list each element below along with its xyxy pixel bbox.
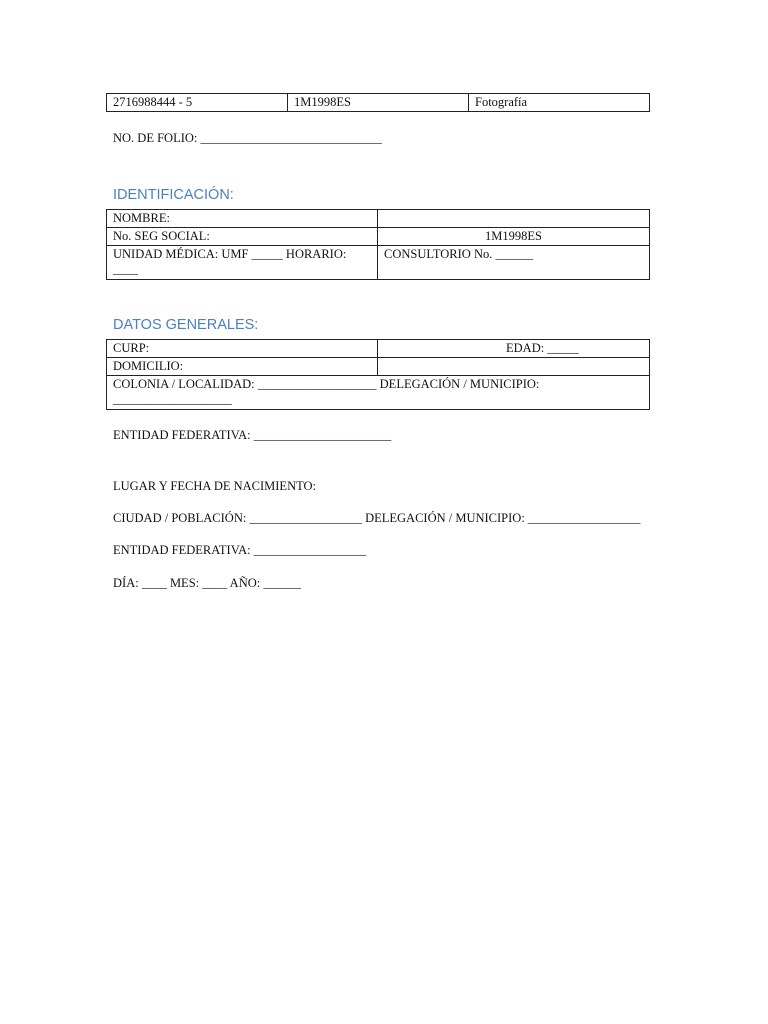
code-cell: 1M1998ES xyxy=(288,94,469,112)
table-row xyxy=(107,246,650,280)
nombre-label: NOMBRE: xyxy=(107,210,378,228)
edad-label xyxy=(378,340,650,358)
identificacion-heading: IDENTIFICACIÓN: xyxy=(113,187,234,203)
entidad-federativa-line: ENTIDAD FEDERATIVA: ______________________ xyxy=(113,428,392,442)
fecha-line: DÍA: ____ MES: ____ AÑO: ______ xyxy=(113,576,301,590)
table-row xyxy=(107,358,650,376)
table-row xyxy=(107,376,650,410)
edad-text: EDAD: _____ xyxy=(506,341,579,355)
ciudad-line: CIUDAD / POBLACIÓN: __________________ DELEGACIÓN / MUNICIPIO: __________________ xyxy=(113,511,641,525)
table-row xyxy=(107,340,650,358)
curp-label: CURP: xyxy=(107,340,378,358)
table-row xyxy=(107,228,650,246)
domicilio-value xyxy=(378,358,650,376)
seg-social-label: No. SEG SOCIAL: xyxy=(107,228,378,246)
colonia-label: COLONIA / LOCALIDAD: ___________________ DELEGACIÓN / MUNICIPIO: xyxy=(113,377,540,391)
table-row xyxy=(107,210,650,228)
consultorio-label: CONSULTORIO No. ______ xyxy=(378,246,650,280)
unidad-medica-cont: ____ xyxy=(113,262,138,276)
datos-generales-table xyxy=(106,339,650,410)
datos-generales-heading: DATOS GENERALES: xyxy=(113,317,259,333)
header-table xyxy=(106,93,650,112)
folio-line: NO. DE FOLIO: _____________________________ xyxy=(113,131,382,145)
nombre-value xyxy=(378,210,650,228)
unidad-medica-cell xyxy=(107,246,378,280)
colonia-cell xyxy=(107,376,650,410)
identificacion-table xyxy=(106,209,650,280)
affiliation-number: 2716988444 - 5 xyxy=(107,94,288,112)
seg-social-value: 1M1998ES xyxy=(378,228,650,246)
photo-cell: Fotografía xyxy=(469,94,650,112)
domicilio-label: DOMICILIO: xyxy=(107,358,378,376)
entidad-federativa-line-2: ENTIDAD FEDERATIVA: __________________ xyxy=(113,543,367,557)
lugar-fecha-heading: LUGAR Y FECHA DE NACIMIENTO: xyxy=(113,479,317,493)
unidad-medica-label: UNIDAD MÉDICA: UMF _____ HORARIO: xyxy=(113,247,347,261)
table-row xyxy=(107,94,650,112)
colonia-cont: ___________________ xyxy=(113,392,232,406)
